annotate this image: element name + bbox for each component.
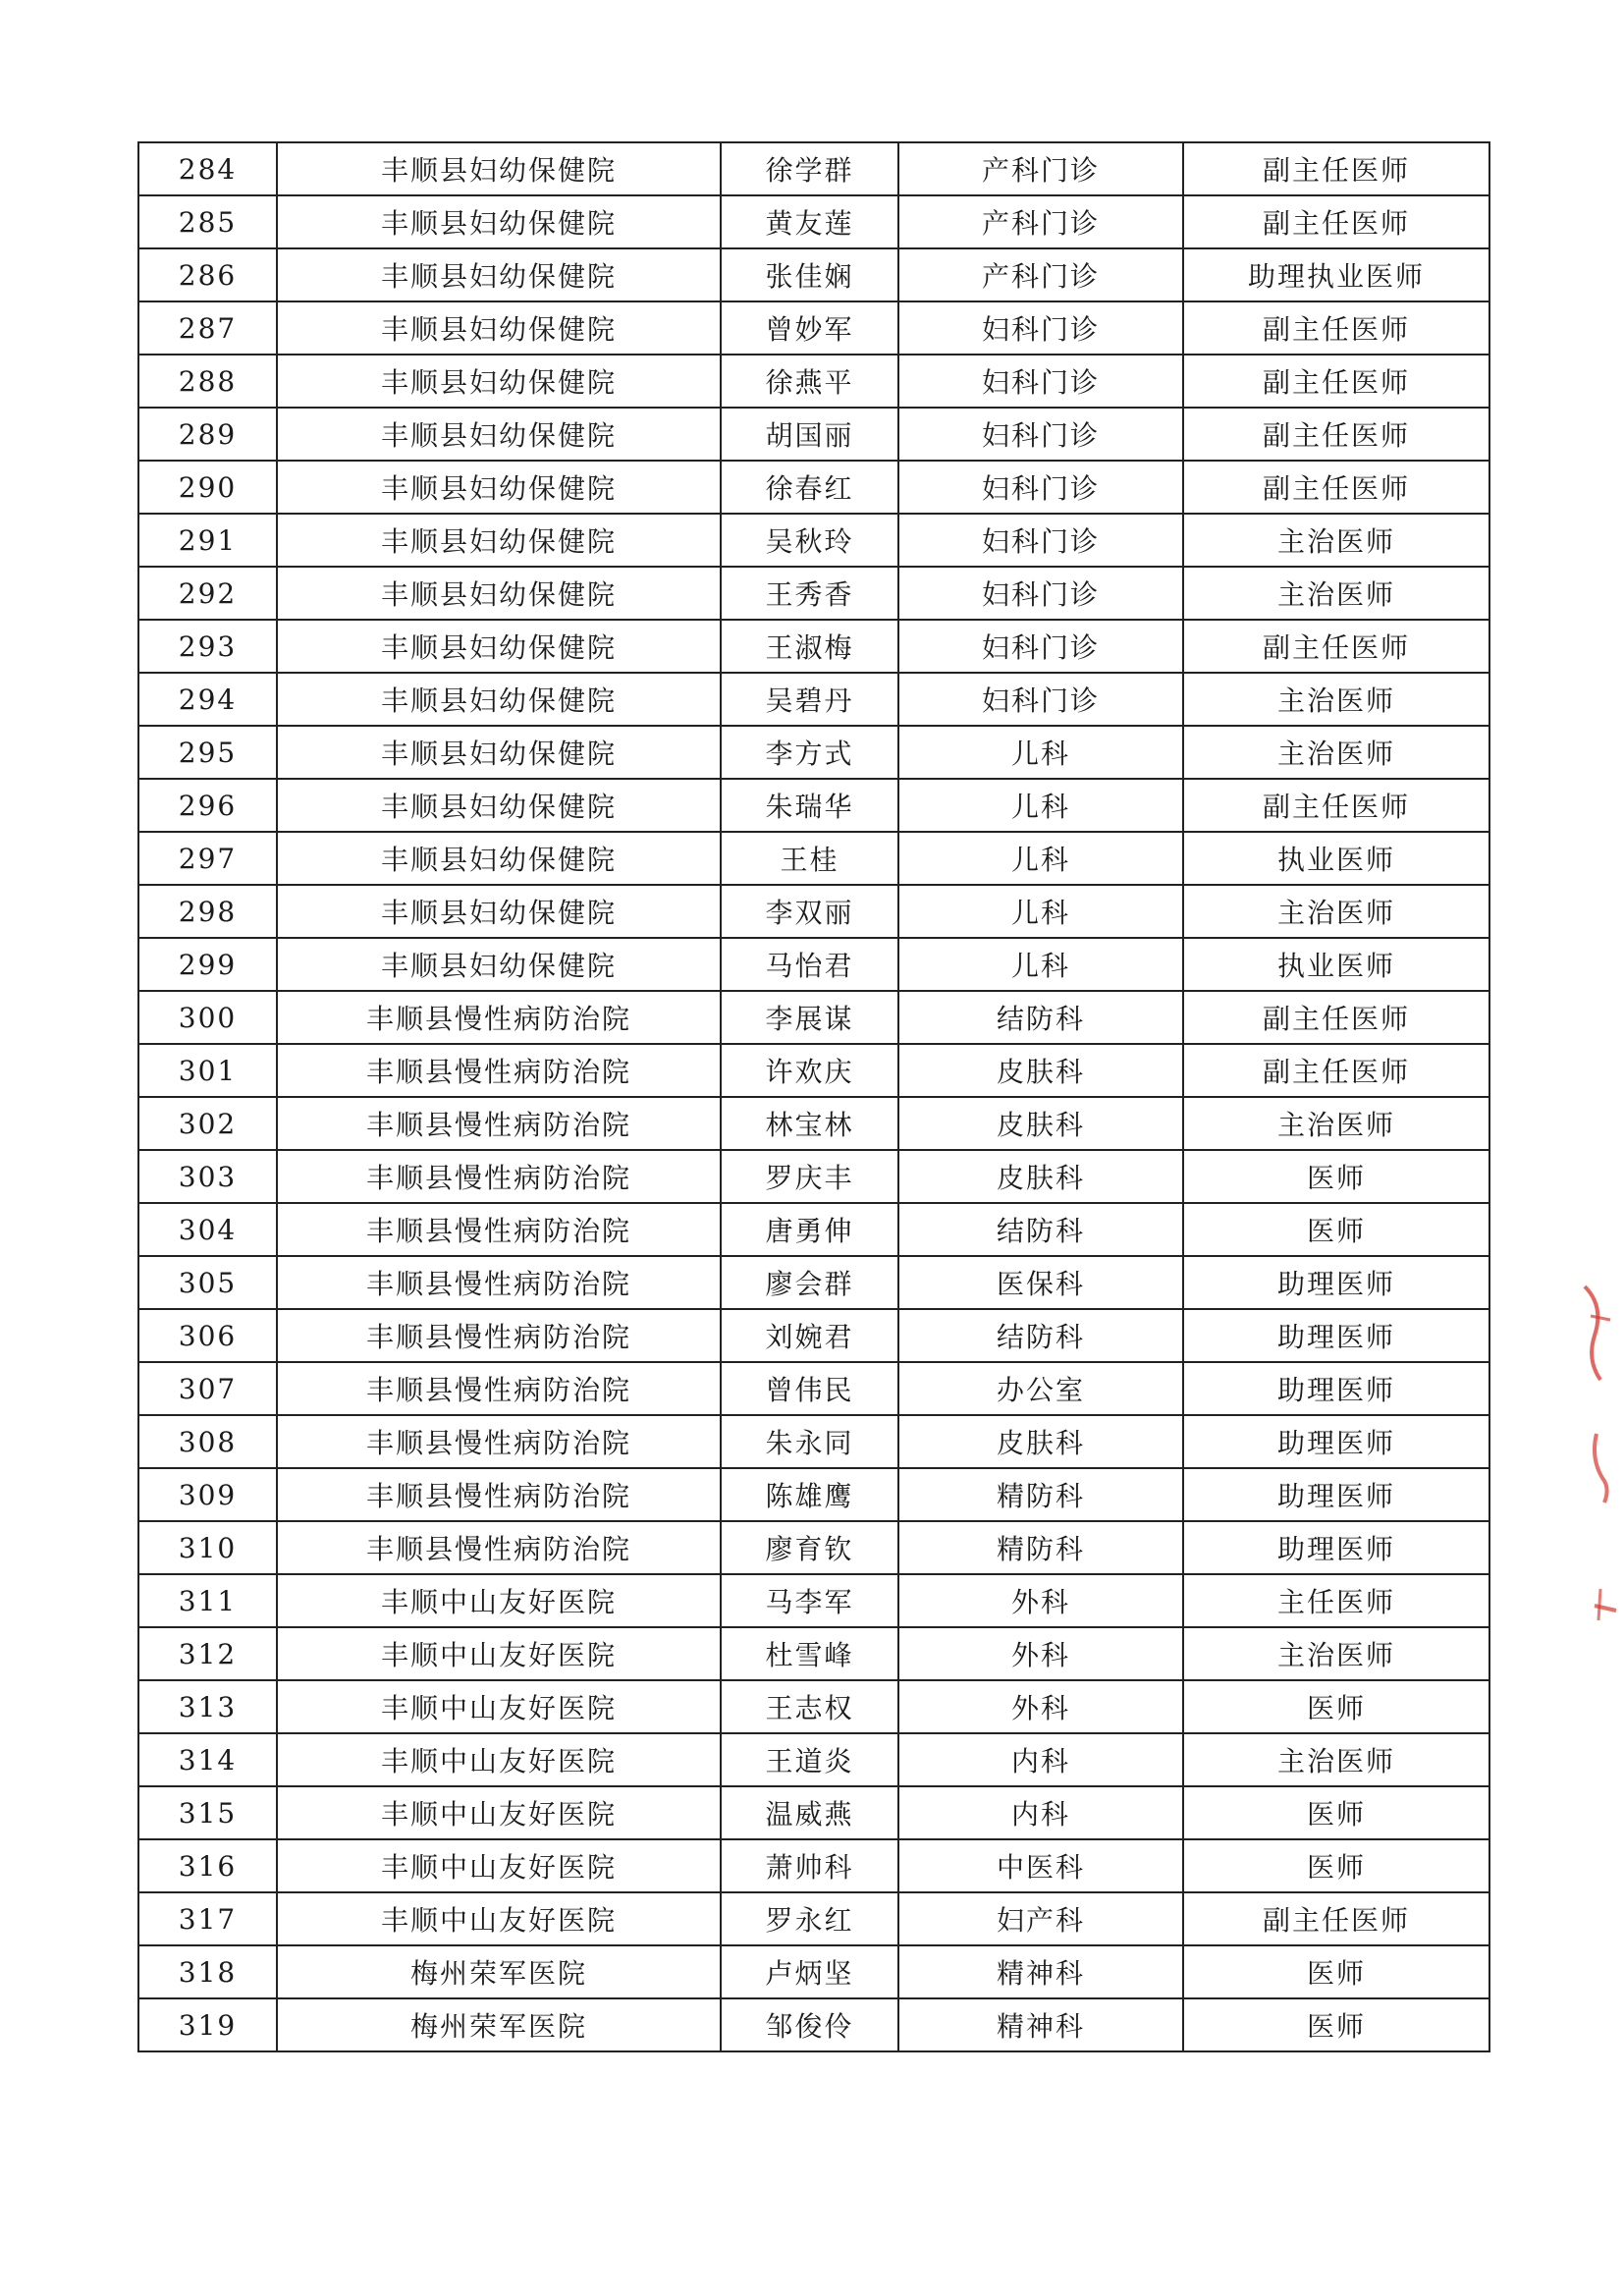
row-number-cell: 293 bbox=[138, 620, 277, 673]
hospital-name-cell: 丰顺县妇幼保健院 bbox=[277, 938, 721, 991]
table-row bbox=[138, 1786, 1489, 1839]
professional-title-cell: 医师 bbox=[1183, 1150, 1489, 1203]
doctor-name-cell: 朱瑞华 bbox=[721, 779, 898, 832]
table-row bbox=[138, 1680, 1489, 1733]
department-cell: 皮肤科 bbox=[898, 1415, 1183, 1468]
table-row bbox=[138, 1998, 1489, 2051]
row-number-cell: 299 bbox=[138, 938, 277, 991]
hospital-name-cell: 丰顺县妇幼保健院 bbox=[277, 620, 721, 673]
professional-title-cell: 主治医师 bbox=[1183, 567, 1489, 620]
department-cell: 精防科 bbox=[898, 1521, 1183, 1574]
row-number-cell: 310 bbox=[138, 1521, 277, 1574]
hospital-name-cell: 丰顺县妇幼保健院 bbox=[277, 195, 721, 248]
department-cell: 儿科 bbox=[898, 832, 1183, 885]
hospital-name-cell: 丰顺中山友好医院 bbox=[277, 1627, 721, 1680]
department-cell: 外科 bbox=[898, 1574, 1183, 1627]
professional-title-cell: 主治医师 bbox=[1183, 514, 1489, 567]
department-cell: 办公室 bbox=[898, 1362, 1183, 1415]
doctor-name-cell: 曾伟民 bbox=[721, 1362, 898, 1415]
hospital-name-cell: 丰顺县妇幼保健院 bbox=[277, 779, 721, 832]
table-row bbox=[138, 248, 1489, 301]
doctor-name-cell: 王淑梅 bbox=[721, 620, 898, 673]
professional-title-cell: 医师 bbox=[1183, 1945, 1489, 1998]
department-cell: 妇科门诊 bbox=[898, 514, 1183, 567]
table-row bbox=[138, 620, 1489, 673]
professional-title-cell: 助理医师 bbox=[1183, 1415, 1489, 1468]
department-cell: 精神科 bbox=[898, 1998, 1183, 2051]
professional-title-cell: 副主任医师 bbox=[1183, 1044, 1489, 1097]
department-cell: 儿科 bbox=[898, 779, 1183, 832]
row-number-cell: 309 bbox=[138, 1468, 277, 1521]
doctor-name-cell: 吴碧丹 bbox=[721, 673, 898, 726]
professional-title-cell: 助理医师 bbox=[1183, 1256, 1489, 1309]
table-row bbox=[138, 938, 1489, 991]
row-number-cell: 291 bbox=[138, 514, 277, 567]
row-number-cell: 302 bbox=[138, 1097, 277, 1150]
professional-title-cell: 副主任医师 bbox=[1183, 461, 1489, 514]
table-row bbox=[138, 991, 1489, 1044]
table-row bbox=[138, 1627, 1489, 1680]
department-cell: 产科门诊 bbox=[898, 248, 1183, 301]
professional-title-cell: 主治医师 bbox=[1183, 1097, 1489, 1150]
hospital-name-cell: 丰顺县慢性病防治院 bbox=[277, 1256, 721, 1309]
row-number-cell: 294 bbox=[138, 673, 277, 726]
professional-title-cell: 助理执业医师 bbox=[1183, 248, 1489, 301]
hospital-name-cell: 丰顺中山友好医院 bbox=[277, 1892, 721, 1945]
professional-title-cell: 执业医师 bbox=[1183, 938, 1489, 991]
hospital-name-cell: 丰顺县慢性病防治院 bbox=[277, 1203, 721, 1256]
row-number-cell: 304 bbox=[138, 1203, 277, 1256]
row-number-cell: 296 bbox=[138, 779, 277, 832]
hospital-name-cell: 丰顺县慢性病防治院 bbox=[277, 1309, 721, 1362]
row-number-cell: 298 bbox=[138, 885, 277, 938]
hospital-name-cell: 丰顺中山友好医院 bbox=[277, 1574, 721, 1627]
department-cell: 精防科 bbox=[898, 1468, 1183, 1521]
professional-title-cell: 医师 bbox=[1183, 1786, 1489, 1839]
row-number-cell: 312 bbox=[138, 1627, 277, 1680]
department-cell: 外科 bbox=[898, 1627, 1183, 1680]
professional-title-cell: 副主任医师 bbox=[1183, 142, 1489, 195]
doctor-name-cell: 胡国丽 bbox=[721, 408, 898, 461]
doctor-name-cell: 王志权 bbox=[721, 1680, 898, 1733]
hospital-name-cell: 丰顺县妇幼保健院 bbox=[277, 301, 721, 355]
doctor-name-cell: 王桂 bbox=[721, 832, 898, 885]
table-row bbox=[138, 673, 1489, 726]
table-row bbox=[138, 779, 1489, 832]
hospital-name-cell: 丰顺县妇幼保健院 bbox=[277, 142, 721, 195]
department-cell: 儿科 bbox=[898, 885, 1183, 938]
row-number-cell: 318 bbox=[138, 1945, 277, 1998]
row-number-cell: 314 bbox=[138, 1733, 277, 1786]
doctor-name-cell: 罗庆丰 bbox=[721, 1150, 898, 1203]
professional-title-cell: 医师 bbox=[1183, 1203, 1489, 1256]
table-row bbox=[138, 408, 1489, 461]
hospital-name-cell: 丰顺县慢性病防治院 bbox=[277, 1521, 721, 1574]
professional-title-cell: 副主任医师 bbox=[1183, 301, 1489, 355]
doctor-name-cell: 徐春红 bbox=[721, 461, 898, 514]
doctor-name-cell: 萧帅科 bbox=[721, 1839, 898, 1892]
department-cell: 产科门诊 bbox=[898, 142, 1183, 195]
doctor-name-cell: 马李军 bbox=[721, 1574, 898, 1627]
hospital-name-cell: 丰顺县慢性病防治院 bbox=[277, 1468, 721, 1521]
doctor-name-cell: 廖会群 bbox=[721, 1256, 898, 1309]
department-cell: 产科门诊 bbox=[898, 195, 1183, 248]
row-number-cell: 313 bbox=[138, 1680, 277, 1733]
table-row bbox=[138, 1362, 1489, 1415]
hospital-name-cell: 丰顺县妇幼保健院 bbox=[277, 567, 721, 620]
hospital-name-cell: 丰顺县妇幼保健院 bbox=[277, 726, 721, 779]
row-number-cell: 306 bbox=[138, 1309, 277, 1362]
department-cell: 中医科 bbox=[898, 1839, 1183, 1892]
professional-title-cell: 助理医师 bbox=[1183, 1521, 1489, 1574]
row-number-cell: 297 bbox=[138, 832, 277, 885]
table-row bbox=[138, 461, 1489, 514]
department-cell: 结防科 bbox=[898, 991, 1183, 1044]
doctor-name-cell: 罗永红 bbox=[721, 1892, 898, 1945]
hospital-name-cell: 丰顺县慢性病防治院 bbox=[277, 1415, 721, 1468]
professional-title-cell: 主治医师 bbox=[1183, 1627, 1489, 1680]
table-row bbox=[138, 1150, 1489, 1203]
professional-title-cell: 医师 bbox=[1183, 1839, 1489, 1892]
row-number-cell: 315 bbox=[138, 1786, 277, 1839]
professional-title-cell: 副主任医师 bbox=[1183, 991, 1489, 1044]
professional-title-cell: 助理医师 bbox=[1183, 1309, 1489, 1362]
doctor-name-cell: 许欢庆 bbox=[721, 1044, 898, 1097]
hospital-name-cell: 丰顺县妇幼保健院 bbox=[277, 673, 721, 726]
hospital-name-cell: 丰顺中山友好医院 bbox=[277, 1733, 721, 1786]
doctor-name-cell: 李双丽 bbox=[721, 885, 898, 938]
doctor-name-cell: 徐燕平 bbox=[721, 355, 898, 408]
professional-title-cell: 主治医师 bbox=[1183, 885, 1489, 938]
department-cell: 结防科 bbox=[898, 1309, 1183, 1362]
hospital-name-cell: 丰顺县妇幼保健院 bbox=[277, 514, 721, 567]
doctor-name-cell: 吴秋玲 bbox=[721, 514, 898, 567]
hospital-name-cell: 丰顺中山友好医院 bbox=[277, 1680, 721, 1733]
row-number-cell: 307 bbox=[138, 1362, 277, 1415]
row-number-cell: 284 bbox=[138, 142, 277, 195]
doctor-name-cell: 王道炎 bbox=[721, 1733, 898, 1786]
row-number-cell: 287 bbox=[138, 301, 277, 355]
department-cell: 妇科门诊 bbox=[898, 673, 1183, 726]
professional-title-cell: 医师 bbox=[1183, 1680, 1489, 1733]
row-number-cell: 292 bbox=[138, 567, 277, 620]
table-row bbox=[138, 1839, 1489, 1892]
table-row bbox=[138, 1574, 1489, 1627]
department-cell: 妇科门诊 bbox=[898, 408, 1183, 461]
hospital-name-cell: 梅州荣军医院 bbox=[277, 1998, 721, 2051]
professional-title-cell: 副主任医师 bbox=[1183, 779, 1489, 832]
row-number-cell: 288 bbox=[138, 355, 277, 408]
hospital-name-cell: 丰顺县妇幼保健院 bbox=[277, 885, 721, 938]
table-row bbox=[138, 885, 1489, 938]
professional-title-cell: 主任医师 bbox=[1183, 1574, 1489, 1627]
doctor-name-cell: 温威燕 bbox=[721, 1786, 898, 1839]
table-row bbox=[138, 1097, 1489, 1150]
table-row bbox=[138, 1892, 1489, 1945]
hospital-name-cell: 丰顺县妇幼保健院 bbox=[277, 248, 721, 301]
professional-title-cell: 主治医师 bbox=[1183, 1733, 1489, 1786]
red-seal-stamp bbox=[1565, 1277, 1624, 1650]
professional-title-cell: 主治医师 bbox=[1183, 673, 1489, 726]
professional-title-cell: 主治医师 bbox=[1183, 726, 1489, 779]
table-row bbox=[138, 355, 1489, 408]
hospital-name-cell: 丰顺县慢性病防治院 bbox=[277, 1150, 721, 1203]
department-cell: 儿科 bbox=[898, 938, 1183, 991]
row-number-cell: 317 bbox=[138, 1892, 277, 1945]
row-number-cell: 311 bbox=[138, 1574, 277, 1627]
hospital-name-cell: 丰顺县妇幼保健院 bbox=[277, 355, 721, 408]
department-cell: 外科 bbox=[898, 1680, 1183, 1733]
table-row bbox=[138, 832, 1489, 885]
doctor-name-cell: 刘婉君 bbox=[721, 1309, 898, 1362]
row-number-cell: 295 bbox=[138, 726, 277, 779]
professional-title-cell: 副主任医师 bbox=[1183, 1892, 1489, 1945]
row-number-cell: 305 bbox=[138, 1256, 277, 1309]
row-number-cell: 316 bbox=[138, 1839, 277, 1892]
department-cell: 妇科门诊 bbox=[898, 301, 1183, 355]
hospital-name-cell: 丰顺县慢性病防治院 bbox=[277, 1044, 721, 1097]
department-cell: 皮肤科 bbox=[898, 1044, 1183, 1097]
professional-title-cell: 副主任医师 bbox=[1183, 355, 1489, 408]
physician-roster-table bbox=[137, 141, 1490, 2052]
table-row bbox=[138, 142, 1489, 195]
table-row bbox=[138, 726, 1489, 779]
professional-title-cell: 助理医师 bbox=[1183, 1468, 1489, 1521]
doctor-name-cell: 唐勇伸 bbox=[721, 1203, 898, 1256]
doctor-name-cell: 马怡君 bbox=[721, 938, 898, 991]
row-number-cell: 301 bbox=[138, 1044, 277, 1097]
hospital-name-cell: 丰顺县妇幼保健院 bbox=[277, 832, 721, 885]
department-cell: 妇科门诊 bbox=[898, 567, 1183, 620]
hospital-name-cell: 梅州荣军医院 bbox=[277, 1945, 721, 1998]
doctor-name-cell: 李展谋 bbox=[721, 991, 898, 1044]
department-cell: 妇科门诊 bbox=[898, 620, 1183, 673]
department-cell: 皮肤科 bbox=[898, 1097, 1183, 1150]
table-row bbox=[138, 1309, 1489, 1362]
professional-title-cell: 执业医师 bbox=[1183, 832, 1489, 885]
row-number-cell: 289 bbox=[138, 408, 277, 461]
table-row bbox=[138, 1945, 1489, 1998]
doctor-name-cell: 杜雪峰 bbox=[721, 1627, 898, 1680]
doctor-name-cell: 卢炳坚 bbox=[721, 1945, 898, 1998]
doctor-name-cell: 陈雄鹰 bbox=[721, 1468, 898, 1521]
hospital-name-cell: 丰顺县慢性病防治院 bbox=[277, 1362, 721, 1415]
table-row bbox=[138, 1733, 1489, 1786]
doctor-name-cell: 徐学群 bbox=[721, 142, 898, 195]
professional-title-cell: 医师 bbox=[1183, 1998, 1489, 2051]
department-cell: 皮肤科 bbox=[898, 1150, 1183, 1203]
table-row bbox=[138, 195, 1489, 248]
table-row bbox=[138, 1203, 1489, 1256]
table-row bbox=[138, 1256, 1489, 1309]
row-number-cell: 319 bbox=[138, 1998, 277, 2051]
hospital-name-cell: 丰顺县妇幼保健院 bbox=[277, 408, 721, 461]
doctor-name-cell: 曾妙军 bbox=[721, 301, 898, 355]
hospital-name-cell: 丰顺县慢性病防治院 bbox=[277, 1097, 721, 1150]
row-number-cell: 285 bbox=[138, 195, 277, 248]
table-row bbox=[138, 1521, 1489, 1574]
table-row bbox=[138, 1468, 1489, 1521]
table-row bbox=[138, 567, 1489, 620]
doctor-name-cell: 朱永同 bbox=[721, 1415, 898, 1468]
hospital-name-cell: 丰顺中山友好医院 bbox=[277, 1786, 721, 1839]
professional-title-cell: 副主任医师 bbox=[1183, 620, 1489, 673]
doctor-name-cell: 张佳娴 bbox=[721, 248, 898, 301]
table-row bbox=[138, 1044, 1489, 1097]
row-number-cell: 300 bbox=[138, 991, 277, 1044]
professional-title-cell: 副主任医师 bbox=[1183, 195, 1489, 248]
doctor-name-cell: 黄友莲 bbox=[721, 195, 898, 248]
table-row bbox=[138, 514, 1489, 567]
table-row bbox=[138, 301, 1489, 355]
doctor-name-cell: 王秀香 bbox=[721, 567, 898, 620]
professional-title-cell: 副主任医师 bbox=[1183, 408, 1489, 461]
roster-body bbox=[138, 142, 1489, 2051]
doctor-name-cell: 李方式 bbox=[721, 726, 898, 779]
row-number-cell: 303 bbox=[138, 1150, 277, 1203]
department-cell: 内科 bbox=[898, 1786, 1183, 1839]
department-cell: 精神科 bbox=[898, 1945, 1183, 1998]
row-number-cell: 286 bbox=[138, 248, 277, 301]
department-cell: 医保科 bbox=[898, 1256, 1183, 1309]
hospital-name-cell: 丰顺县慢性病防治院 bbox=[277, 991, 721, 1044]
department-cell: 妇科门诊 bbox=[898, 355, 1183, 408]
professional-title-cell: 助理医师 bbox=[1183, 1362, 1489, 1415]
doctor-name-cell: 林宝林 bbox=[721, 1097, 898, 1150]
department-cell: 妇产科 bbox=[898, 1892, 1183, 1945]
table-row bbox=[138, 1415, 1489, 1468]
department-cell: 内科 bbox=[898, 1733, 1183, 1786]
row-number-cell: 290 bbox=[138, 461, 277, 514]
doctor-name-cell: 廖育钦 bbox=[721, 1521, 898, 1574]
doctor-name-cell: 邹俊伶 bbox=[721, 1998, 898, 2051]
department-cell: 妇科门诊 bbox=[898, 461, 1183, 514]
department-cell: 儿科 bbox=[898, 726, 1183, 779]
hospital-name-cell: 丰顺县妇幼保健院 bbox=[277, 461, 721, 514]
row-number-cell: 308 bbox=[138, 1415, 277, 1468]
department-cell: 结防科 bbox=[898, 1203, 1183, 1256]
hospital-name-cell: 丰顺中山友好医院 bbox=[277, 1839, 721, 1892]
